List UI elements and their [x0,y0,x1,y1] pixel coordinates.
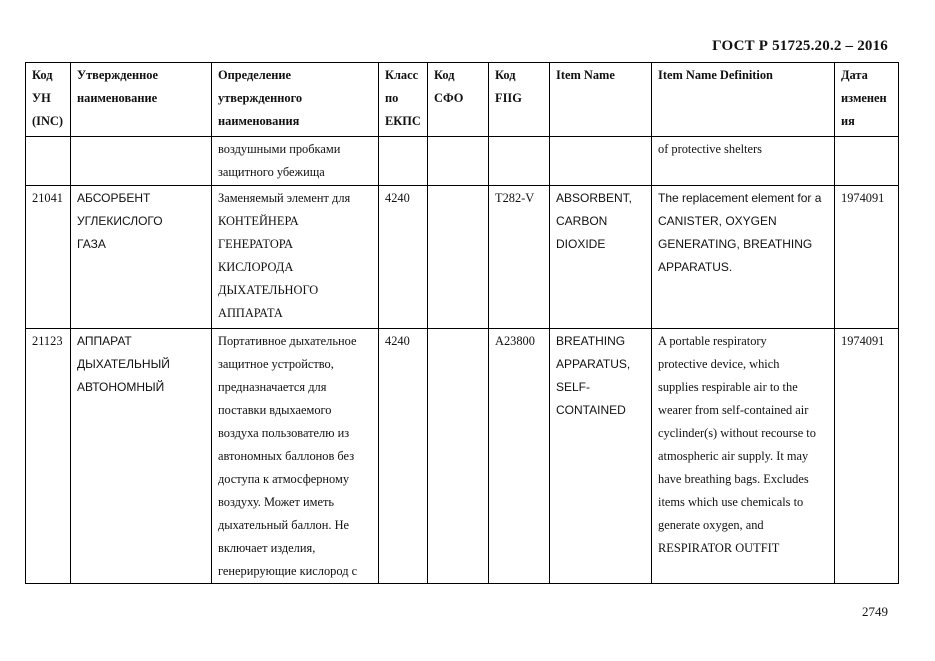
cell-text-line: изменен [841,91,887,105]
cell-ekps [379,329,428,584]
cell-fiig [489,137,550,186]
cell-date [835,137,899,186]
cell-text-line: генерирующие кислород с [218,564,358,578]
cell-date [835,186,899,329]
cell-ekps [379,186,428,329]
cell-text-line: Код [434,68,455,82]
cell-definition [212,329,379,584]
cell-text-line: АППАРАТ [77,334,132,348]
cell-text-line: A23800 [495,334,535,348]
cell-text-line: atmospheric air supply. It may [658,449,809,463]
cell-text-line: УГЛЕКИСЛОГО [77,214,163,228]
cell-text-line: BREATHING [556,334,626,348]
cell-text-line: of protective shelters [658,142,762,156]
cell-text-line: FIIG [495,91,522,105]
cell-fiig [489,186,550,329]
cell-text-line: GENERATING, BREATHING [658,237,813,251]
cell-text-line: по [385,91,399,105]
cell-text-line: DIOXIDE [556,237,606,251]
cell-text-line: АППАРАТА [218,306,283,320]
cell-definition [212,186,379,329]
cell-item-definition [652,329,835,584]
cell-text-line: items which use chemicals to [658,495,804,509]
cell-fiig [489,329,550,584]
cell-text-line: воздуху. Может иметь [218,495,335,509]
cell-name [71,137,212,186]
column-header-definition [212,63,379,137]
cell-name [71,329,212,584]
cell-item-name [550,329,652,584]
cell-text-line: A portable respiratory [658,334,767,348]
column-header-item-definition [652,63,835,137]
column-header-item-name [550,63,652,137]
cell-text-line: CANISTER, OXYGEN [658,214,777,228]
cell-text-line: ABSORBENT, [556,191,633,205]
cell-inc [26,329,71,584]
cell-text-line: T282-V [495,191,535,205]
cell-text-line: cyclinder(s) without recourse to [658,426,816,440]
cell-inc [26,186,71,329]
cell-text-line: protective device, which [658,357,780,371]
cell-text-line: APPARATUS. [658,260,733,274]
cell-text-line: supplies respirable air to the [658,380,798,394]
cell-definition [212,137,379,186]
cell-text-line: АБСОРБЕНТ [77,191,151,205]
cell-text-line: воздуха пользователю из [218,426,350,440]
cell-text-line: 4240 [385,334,410,348]
cell-text-line: generate oxygen, and [658,518,764,532]
cell-text-line: Заменяемый элемент для [218,191,351,205]
cell-text-line: 21041 [32,191,63,205]
cell-text-line: утвержденного [218,91,303,105]
cell-text-line: Item Name [556,68,615,82]
column-header-name [71,63,212,137]
cell-text-line: КИСЛОРОДА [218,260,294,274]
cell-text-line: защитное устройство, [218,357,334,371]
cell-text-line: CONTAINED [556,403,626,417]
cell-text-line: 21123 [32,334,63,348]
table-row [26,329,899,584]
cell-sfo [428,329,489,584]
column-header-fiig [489,63,550,137]
cell-text-line: Портативное дыхательное [218,334,357,348]
cell-text-line: ГЕНЕРАТОРА [218,237,294,251]
cell-text-line: 1974091 [841,334,885,348]
cell-text-line: Дата [841,68,868,82]
cell-text-line: (INC) [32,114,63,128]
column-header-ekps [379,63,428,137]
cell-text-line: ДЫХАТЕЛЬНОГО [218,283,319,297]
cell-text-line: защитного убежища [218,165,325,179]
page-number: 2749 [862,604,888,619]
cell-text-line: поставки вдыхаемого [218,403,332,417]
cell-text-line: 1974091 [841,191,885,205]
cell-date [835,329,899,584]
cell-item-definition [652,186,835,329]
cell-text-line: The replacement element for a [658,191,822,205]
cell-text-line: воздушными пробками [218,142,341,156]
cell-text-line: 4240 [385,191,410,205]
cell-text-line: наименования [218,114,300,128]
cell-text-line: дыхательный баллон. Не [218,518,350,532]
cell-text-line: УН [32,91,51,105]
column-header-inc [26,63,71,137]
cell-text-line: SELF- [556,380,591,394]
cell-ekps [379,137,428,186]
cell-inc [26,137,71,186]
cell-text-line: автономных баллонов без [218,449,355,463]
document-title: ГОСТ Р 51725.20.2 – 2016 [712,38,888,54]
table-row [26,137,899,186]
column-header-date [835,63,899,137]
cell-text-line: wearer from self-contained air [658,403,809,417]
catalog-table [25,62,899,584]
cell-text-line: CARBON [556,214,608,228]
cell-text-line: АВТОНОМНЫЙ [77,380,165,394]
table-row [26,186,899,329]
cell-text-line: Код [32,68,53,82]
cell-text-line: Класс [385,68,419,82]
cell-text-line: СФО [434,91,464,105]
cell-text-line: ГАЗА [77,237,106,251]
cell-item-definition [652,137,835,186]
cell-text-line: наименование [77,91,158,105]
cell-text-line: Код [495,68,516,82]
cell-sfo [428,137,489,186]
column-header-sfo [428,63,489,137]
cell-text-line: ЕКПС [385,114,421,128]
cell-text-line: have breathing bags. Excludes [658,472,809,486]
cell-text-line: ия [841,114,855,128]
table-header-row [26,63,899,137]
cell-text-line: включает изделия, [218,541,316,555]
cell-text-line: ДЫХАТЕЛЬНЫЙ [77,357,170,371]
cell-text-line: КОНТЕЙНЕРА [218,214,299,228]
cell-text-line: Определение [218,68,292,82]
cell-text-line: доступа к атмосферному [218,472,350,486]
cell-text-line: Item Name Definition [658,68,773,82]
cell-name [71,186,212,329]
cell-text-line: предназначается для [218,380,327,394]
cell-item-name [550,137,652,186]
cell-text-line: Утвержденное [77,68,158,82]
cell-text-line: RESPIRATOR OUTFIT [658,541,780,555]
cell-text-line: APPARATUS, [556,357,631,371]
cell-sfo [428,186,489,329]
cell-item-name [550,186,652,329]
